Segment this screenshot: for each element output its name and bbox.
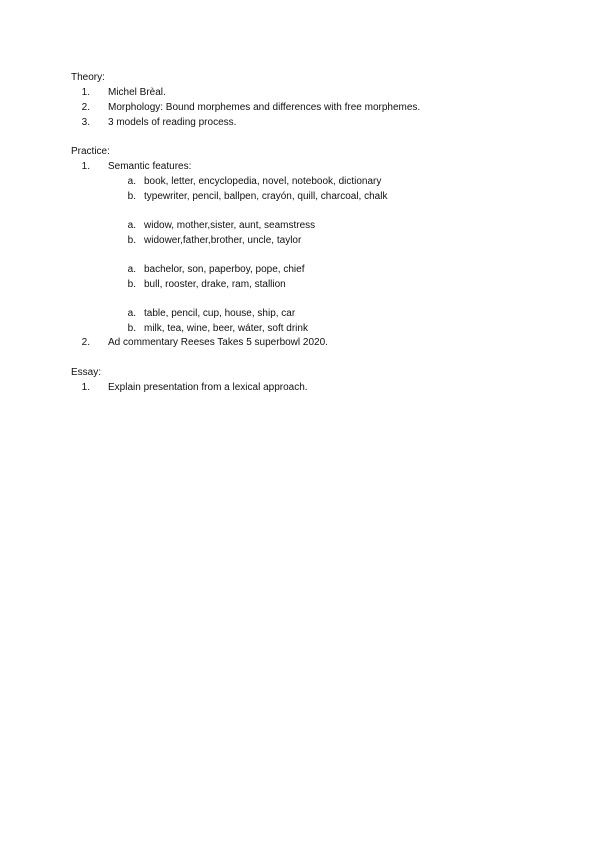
list-number: 1. <box>81 87 90 98</box>
list-letter: b. <box>127 323 136 334</box>
list-text: book, letter, encyclopedia, novel, notebook, dictionary <box>144 176 382 187</box>
practice-heading: Practice: <box>71 146 110 157</box>
list-text: bachelor, son, paperboy, pope, chief <box>144 264 305 275</box>
list-text: Morphology: Bound morphemes and differences with free morphemes. <box>108 102 421 113</box>
list-letter: a. <box>127 176 136 187</box>
list-text: Michel Brèal. <box>108 87 166 98</box>
list-letter: a. <box>127 220 136 231</box>
list-text: table, pencil, cup, house, ship, car <box>144 308 296 319</box>
list-number: 1. <box>81 382 90 393</box>
list-letter: b. <box>127 235 136 246</box>
list-number: 3. <box>81 117 90 128</box>
list-letter: b. <box>127 279 136 290</box>
list-text: 3 models of reading process. <box>108 117 237 128</box>
theory-heading: Theory: <box>71 72 105 83</box>
list-text: Explain presentation from a lexical approach. <box>108 382 308 393</box>
list-number: 2. <box>81 102 90 113</box>
list-text: bull, rooster, drake, ram, stallion <box>144 279 286 290</box>
list-text: Ad commentary Reeses Takes 5 superbowl 2020. <box>108 337 328 348</box>
list-letter: b. <box>127 191 136 202</box>
list-number: 1. <box>81 161 90 172</box>
list-text: typewriter, pencil, ballpen, crayón, quill, charcoal, chalk <box>144 191 388 202</box>
list-text: widower,father,brother, uncle, taylor <box>144 235 302 246</box>
list-number: 2. <box>81 337 90 348</box>
essay-heading: Essay: <box>71 367 102 378</box>
list-letter: a. <box>127 264 136 275</box>
list-text: widow, mother,sister, aunt, seamstress <box>144 220 316 231</box>
list-text: Semantic features: <box>108 161 192 172</box>
list-letter: a. <box>127 308 136 319</box>
list-text: milk, tea, wine, beer, wáter, soft drink <box>144 323 308 334</box>
